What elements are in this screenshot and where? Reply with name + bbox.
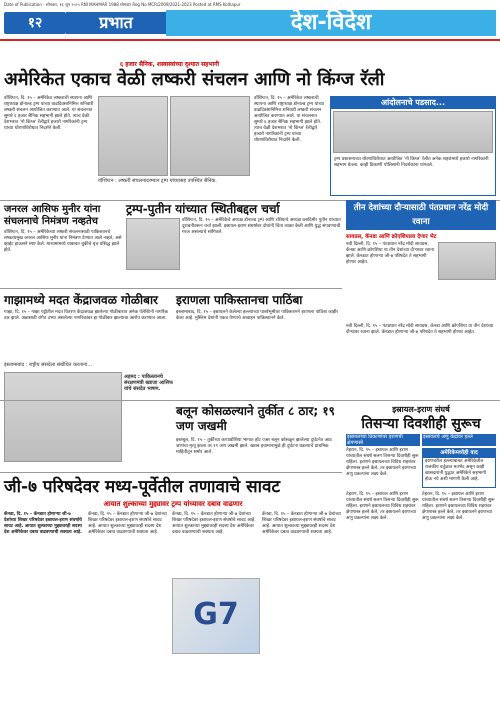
g7-subhead: आयात शुल्काच्या मुद्द्यावर ट्रम्प यांच्यावर दबाव वाढणार bbox=[103, 500, 243, 508]
lead-body: वॉशिंग्टन, दि. १५ – अमेरिकेत लष्कराची स्थापना आणि राष्ट्राध्यक्ष डोनाल्ड ट्रम्प यांच्या वाढदिवसानिमित्त शनिवारी लष्करी संचलन आयोजित करण्यात आले. या संचलनात सुमारे ६ हजार सैनिक सहभागी झाले होते. त्याच वेळी देशभरात 'नो किंग्ज' रॅलीद्वारे हजारो नागरिकांनी ट्रम्प यांच्या धोरणांविरोधात निदर्शने केली. bbox=[4, 96, 94, 131]
divider-2 bbox=[0, 288, 342, 289]
modi-head-box bbox=[346, 200, 496, 230]
trump-putin-headline: ट्रम्प-पुतीन यांच्यात स्थितीबद्दल चर्चा bbox=[126, 202, 280, 216]
gaza-body: गाझा, दि. १५ – गाझा पट्टीतील मदत वितरण केंद्राजवळ झालेल्या गोळीबारात अनेक पॅलेस्टिनी नागरिक ठार झाले. अन्नासाठी रांगेत उभ्या असलेल्या नागरिकांवर हा गोळीबार झाल्याचा आरोप करण्यात आला. bbox=[4, 310, 168, 321]
munir-body: वॉशिंग्टन, दि. १५ – अमेरिकेच्या लष्करी संचलनासाठी पाकिस्तानचे लष्करप्रमुख जनरल आसिफ मुनीर यांना निमंत्रण देण्यात आले नव्हते, असे व्हाईट हाऊसने स्पष्ट केले. माध्यमांमध्ये याबाबत चुकीचे वृत्त प्रसिद्ध झाले होते. bbox=[4, 230, 122, 253]
g7-body-4: कॅनडा, दि. १५ – कॅनडात होणाऱ्या जी-७ देशांच्या शिखर परिषदेवर इस्रायल-इराण संघर्षाचे सावट आहे. आयात शुल्काच्या मुद्द्यावरही सदस्य देश अमेरिकेवर दबाव वाढवण्याची शक्यता आहे. bbox=[172, 512, 256, 535]
lead-photo-1 bbox=[98, 96, 168, 176]
g7-body: कॅनडा, दि. १५ – कॅनडात होणाऱ्या जी-७ देशांच्या शिखर परिषदेवर इस्रायल-इराण संघर्षाचे सावट आहे. आयात शुल्काच्या मुद्द्यावरही सदस्य देश अमेरिकेवर दबाव वाढवण्याची शक्यता आहे. bbox=[4, 512, 82, 535]
g7-logo-text: G7 bbox=[193, 597, 239, 632]
lead-photo-2 bbox=[170, 96, 250, 176]
lead-headline: अमेरिकेत एकाच वेळी लष्करी संचलन आणि नो किंग्ज रॅली bbox=[4, 69, 385, 90]
g7-graphic bbox=[172, 578, 260, 654]
lead-caption: वॉशिंग्टन : लष्करी संचलनादरम्यान ट्रम्प यांच्यासह उपस्थित सैनिक. bbox=[98, 178, 217, 184]
brand-logo: प्रभात bbox=[66, 12, 166, 34]
page-number: १२ bbox=[4, 12, 66, 34]
side-box-2-title: अमेरिकेमध्येही वाद bbox=[423, 449, 495, 458]
quote-photo bbox=[4, 372, 122, 462]
iran-pak-body: इस्लामाबाद, दि. १५ – इस्रायलने केलेल्या हल्ल्यांच्या पार्श्वभूमीवर पाकिस्तानने इराणला पाठिंबा जाहीर केला आहे. मुस्लिम देशांनी एकत्र येण्याचे आवाहन पाकिस्तानने केले. bbox=[176, 310, 339, 321]
modi-body: नवी दिल्ली, दि. १५ – पंतप्रधान नरेंद्र मोदी सायप्रस, कॅनडा आणि क्रोएशिया या तीन देशांच्या दौऱ्यावर रवाना झाले. कॅनडात होणाऱ्या जी-७ परिषदेत ते सहभागी होणार आहेत. bbox=[346, 242, 435, 265]
gaza-headline: गाझामध्ये मदत केंद्राजवळ गोळीबार bbox=[4, 293, 158, 307]
modi-body-2: नवी दिल्ली, दि. १५ – पंतप्रधान नरेंद्र मोदी सायप्रस, कॅनडा आणि क्रोएशिया या तीन देशांच्या दौऱ्यावर रवाना झाले. कॅनडात होणाऱ्या जी-७ परिषदेत ते सहभागी होणार आहेत. bbox=[346, 324, 494, 335]
meta-text: Date of Publication - सोमवार, १६ जून २०२५ RNI MAHMAR 1988 सोमवार Reg No MCR/2009/2021-2023 Posted at RMS Kolhapur bbox=[4, 2, 241, 7]
side-box bbox=[330, 96, 496, 196]
side-box-title: आंदोलनाचे पडसाद... bbox=[331, 97, 495, 109]
trump-photo bbox=[126, 218, 180, 270]
modi-subhead: सायप्रस, कॅनडा आणि क्रोएशियाला देणार भेट bbox=[346, 234, 437, 240]
lead-subhead: ६ हजार सैनिक, शस्त्रास्त्रांच्या दृश्यात सहभागी bbox=[120, 61, 220, 68]
iran-pak-headline: इराणला पाकिस्तानचा पाठिंबा bbox=[176, 293, 303, 307]
modi-photo bbox=[438, 242, 496, 280]
israel-iran-body-2: तेहरान, दि. १५ – इस्रायल आणि इराण यांच्यातील संघर्ष सलग तिसऱ्या दिवशीही सुरू राहिला. इराणने इस्रायलच्या विविध शहरांवर क्षेपणास्त्र हल्ले केले, तर इस्रायलने इराणच्या अणु प्रकल्पांना लक्ष्य केले. bbox=[346, 492, 419, 521]
quote-label: इस्लामाबाद : राष्ट्रीय संसदेला संबोधित करताना... bbox=[4, 362, 92, 368]
modi-headline: तीन देशांच्या दौऱ्यासाठी पंतप्रधान नरेंद्र मोदी रवाना bbox=[353, 203, 489, 227]
side-box-2 bbox=[422, 448, 496, 488]
side-box-photo bbox=[333, 111, 493, 153]
israel-iran-headline: तिसऱ्या दिवशीही सुरूच bbox=[361, 416, 481, 432]
g7-headline: जी-७ परिषदेवर मध्य-पूर्वेतील तणावाचे सावट bbox=[4, 477, 281, 497]
israel-iran-body-3: तेहरान, दि. १५ – इस्रायल आणि इराण यांच्यातील संघर्ष सलग तिसऱ्या दिवशीही सुरू राहिला. इराणने इस्रायलच्या विविध शहरांवर क्षेपणास्त्र हल्ले केले, तर इस्रायलने इराणच्या अणु प्रकल्पांना लक्ष्य केले. bbox=[422, 492, 495, 521]
quote-caption: अहमद : पाकिस्तानचे संरक्षणमंत्री ख्वाजा आसिफ यांचे संसदेत भाषण. bbox=[124, 374, 173, 392]
meta-line bbox=[4, 2, 496, 8]
israel-iran-tag-right: इस्रायलचे अणु केंद्रांवर हल्ले bbox=[422, 434, 496, 446]
israel-iran-body: तेहरान, दि. १५ – इस्रायल आणि इराण यांच्यातील संघर्ष सलग तिसऱ्या दिवशीही सुरू राहिला. इराणने इस्रायलच्या विविध शहरांवर क्षेपणास्त्र हल्ले केले, तर इस्रायलने इराणच्या अणु प्रकल्पांना लक्ष्य केले. bbox=[346, 448, 419, 477]
divider-4 bbox=[0, 472, 342, 473]
section-title: देश-विदेश bbox=[166, 10, 496, 36]
israel-iran-kicker: इस्रायल-इराण संघर्ष bbox=[392, 405, 450, 414]
divider-3 bbox=[0, 400, 500, 401]
masthead-rule bbox=[0, 39, 500, 41]
balloon-headline: बलून कोसळल्याने तुर्कीत ८ ठार; १९ जण जखमी bbox=[176, 404, 335, 433]
g7-body-2: कॅनडा, दि. १५ – कॅनडात होणाऱ्या जी-७ देशांच्या शिखर परिषदेवर इस्रायल-इराण संघर्षाचे सावट आहे. आयात शुल्काच्या मुद्द्यावरही सदस्य देश अमेरिकेवर दबाव वाढवण्याची शक्यता आहे. bbox=[88, 512, 167, 535]
g7-body-3: कॅनडा, दि. १५ – कॅनडात होणाऱ्या जी-७ देशांच्या शिखर परिषदेवर इस्रायल-इराण संघर्षाचे सावट आहे. आयात शुल्काच्या मुद्द्यावरही सदस्य देश अमेरिकेवर दबाव वाढवण्याची शक्यता आहे. bbox=[262, 512, 341, 535]
lead-body-2: वॉशिंग्टन, दि. १५ – अमेरिकेत लष्कराची स्थापना आणि राष्ट्राध्यक्ष डोनाल्ड ट्रम्प यांच्या वाढदिवसानिमित्त शनिवारी लष्करी संचलन आयोजित करण्यात आले. या संचलनात सुमारे ६ हजार सैनिक सहभागी झाले होते. त्याच वेळी देशभरात 'नो किंग्ज' रॅलीद्वारे हजारो नागरिकांनी ट्रम्प यांच्या धोरणांविरोधात निदर्शने केली. bbox=[254, 96, 324, 143]
side-box-body: ट्रम्प प्रशासनाच्या धोरणांविरोधात आयोजित 'नो किंग्ज' रॅलीत अनेक शहरांमध्ये हजारो नागरिकांनी सहभाग घेतला. काही ठिकाणी पोलिसांनी निदर्शकांना पांगवले. bbox=[334, 157, 489, 168]
trump-putin-body: वॉशिंग्टन, दि. १५ – अमेरिकेचे अध्यक्ष डोनाल्ड ट्रम्प आणि रशियाचे अध्यक्ष व्लादिमीर पुतीन यांच्यात दूरध्वनीवरून चर्चा झाली. इस्रायल-इराण संघर्षावर दोघांनी चिंता व्यक्त केली आणि युद्ध संपवण्याची गरज असल्याचे सांगितले. bbox=[182, 218, 341, 235]
balloon-body: इस्तंबूल, दि. १५ – तुर्कीच्या कप्पाडोशिया भागात हॉट एअर बलून कोसळून झालेल्या दुर्घटनेत आठ जणांचा मृत्यू झाला तर १९ जण जखमी झाले. खराब हवामानामुळे ही दुर्घटना घडल्याचे प्राथमिक माहितीतून समोर आले. bbox=[176, 438, 332, 455]
munir-headline: जनरल आसिफ मुनीर यांना संचलनाचे निमंत्रण नव्हतेच bbox=[4, 204, 101, 227]
side-box-2-body: इराणवरील हल्ल्यांबाबत अमेरिकेतील राजकीय वर्तुळात मतभेद असून काही खासदारांनी युद्धात अमेरिकेने सहभागी होऊ नये अशी मागणी केली आहे. bbox=[425, 459, 486, 482]
israel-iran-tag-left: इस्रायलच्या ठिकाणांवर इराणची क्षेपणास्त्रे bbox=[346, 434, 420, 446]
